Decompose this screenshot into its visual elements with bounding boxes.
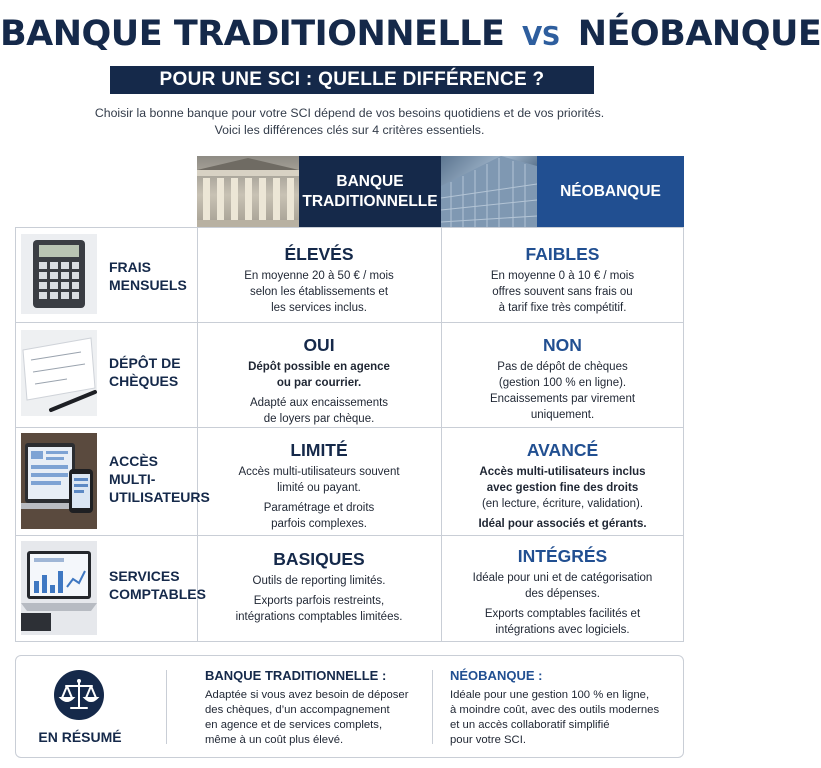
description-line: ou par courrier. — [276, 377, 362, 389]
table-row-depot-cheques — [15, 322, 684, 427]
row-label-line: DÉPÔT DE — [109, 355, 181, 371]
verdict: INTÉGRÉS — [517, 546, 608, 566]
cell-traditional — [197, 243, 441, 316]
description-line: les services inclus. — [271, 302, 367, 314]
page-title — [0, 14, 821, 54]
row-label-line: SERVICES — [109, 568, 180, 584]
intro-line: Voici les différences clés sur 4 critères essentiels. — [214, 123, 485, 137]
summary-text — [205, 688, 408, 748]
summary-line: Adaptée si vous avez besoin de déposer — [205, 689, 409, 701]
row-label — [109, 452, 210, 506]
description-line: uniquement. — [530, 409, 595, 421]
intro-line: Choisir la bonne banque pour votre SCI dépend de vos besoins quotidiens et de vos priorités. — [94, 106, 605, 120]
cell-traditional — [197, 548, 441, 625]
summary-line: Idéale pour une gestion 100 % en ligne, — [450, 689, 650, 701]
row-label-line: MULTI- — [109, 471, 156, 487]
table-row-acces-multi-utilisateurs — [15, 427, 684, 535]
bank-building-photo — [197, 156, 299, 227]
subtitle-banner: POUR UNE SCI : QUELLE DIFFÉRENCE ? — [110, 66, 594, 94]
summary-label: EN RÉSUMÉ — [38, 729, 122, 745]
summary-divider — [432, 670, 433, 744]
verdict: OUI — [303, 335, 335, 355]
row-label — [109, 567, 206, 603]
title-part-traditional: BANQUE TRADITIONNELLE — [0, 14, 505, 54]
cell-description — [197, 359, 441, 391]
summary-line: même à un coût plus élevé. — [205, 734, 344, 746]
description-line: offres souvent sans frais ou — [492, 286, 633, 298]
cell-description — [197, 573, 441, 589]
description-line: (en lecture, écriture, validation). — [481, 498, 644, 510]
description-line: Pas de dépôt de chèques — [497, 361, 628, 373]
verdict: ÉLEVÉS — [284, 244, 354, 264]
description-line: Adapté aux encaissements — [249, 397, 389, 409]
column-header-neobank: NÉOBANQUE — [537, 156, 684, 227]
row-label-line: UTILISATEURS — [109, 489, 210, 505]
cell-description — [441, 496, 684, 512]
summary-line: des chèques, d’un accompagnement — [205, 704, 390, 716]
summary-heading: BANQUE TRADITIONNELLE : — [205, 668, 387, 683]
summary-line: pour votre SCI. — [450, 734, 526, 746]
cell-neobank — [441, 545, 684, 638]
row-label-line: COMPTABLES — [109, 586, 206, 602]
summary-neobank — [450, 668, 659, 748]
verdict: LIMITÉ — [290, 440, 348, 460]
description-line: (gestion 100 % en ligne). — [498, 377, 627, 389]
verdict: FAIBLES — [525, 244, 600, 264]
row-label — [109, 354, 181, 390]
cell-neobank — [441, 439, 684, 532]
description-line: intégrations comptables limitées. — [235, 611, 403, 623]
table-row-frais-mensuels — [15, 227, 684, 322]
scales-icon — [54, 670, 104, 720]
row-label-line: MENSUELS — [109, 277, 187, 293]
summary-divider — [166, 670, 167, 744]
cell-description — [197, 268, 441, 316]
summary-heading: NÉOBANQUE : — [450, 668, 543, 683]
calculator-photo — [21, 234, 97, 314]
cell-neobank — [441, 334, 684, 423]
cell-description — [441, 606, 684, 638]
summary-box — [15, 655, 684, 758]
description-line: Exports comptables facilités et — [484, 608, 641, 620]
cell-description — [197, 464, 441, 496]
summary-line: en agence et de services complets, — [205, 719, 383, 731]
cell-description — [197, 593, 441, 625]
description-line: Exports parfois restreints, — [253, 595, 385, 607]
cell-description — [441, 570, 684, 602]
row-label-line: CHÈQUES — [109, 373, 179, 389]
description-line: selon les établissements et — [249, 286, 389, 298]
description-line: Outils de reporting limités. — [252, 575, 386, 587]
description-line: Dépôt possible en agence — [248, 361, 390, 373]
description-line: à tarif fixe très compétitif. — [498, 302, 627, 314]
description-line: Paramétrage et droits — [263, 502, 375, 514]
column-header-line: TRADITIONNELLE — [302, 192, 438, 210]
cell-traditional — [197, 334, 441, 427]
summary-text — [450, 688, 659, 748]
description-line: intégrations avec logiciels. — [495, 624, 630, 636]
cell-description — [441, 516, 684, 532]
verdict: NON — [543, 335, 582, 355]
laptop-dashboard-photo — [21, 541, 97, 635]
cell-traditional — [197, 439, 441, 532]
intro-text — [40, 105, 659, 139]
row-label-line: FRAIS — [109, 259, 151, 275]
description-line: avec gestion fine des droits — [486, 482, 639, 494]
description-line: de loyers par chèque. — [263, 413, 375, 425]
row-label-line: ACCÈS — [109, 453, 159, 469]
cell-description — [441, 464, 684, 496]
title-vs: VS — [522, 22, 561, 52]
devices-photo — [21, 433, 97, 529]
description-line: En moyenne 0 à 10 € / mois — [490, 270, 635, 282]
summary-line: et un accès collaboratif simplifié — [450, 719, 610, 731]
cell-description — [441, 359, 684, 423]
table-row-services-comptables — [15, 535, 684, 642]
cell-description — [197, 500, 441, 532]
cheque-pen-photo — [21, 330, 97, 416]
description-line: Accès multi-utilisateurs souvent — [238, 466, 400, 478]
description-line: En moyenne 20 à 50 € / mois — [244, 270, 394, 282]
cell-description — [197, 395, 441, 427]
description-line: des dépenses. — [525, 588, 600, 600]
description-line: Idéale pour uni et de catégorisation — [472, 572, 653, 584]
description-line: limité ou payant. — [277, 482, 361, 494]
description-line: parfois complexes. — [271, 518, 367, 530]
summary-line: à moindre coût, avec des outils modernes — [450, 704, 660, 716]
column-header-traditional — [299, 156, 441, 227]
verdict: BASIQUES — [273, 549, 365, 569]
title-part-neobank: NÉOBANQUE — [577, 14, 821, 54]
cell-description — [441, 268, 684, 316]
summary-traditional — [205, 668, 408, 748]
description-line: Encaissements par virement — [489, 393, 636, 405]
verdict: AVANCÉ — [526, 440, 599, 460]
cell-neobank — [441, 243, 684, 316]
column-header-line: BANQUE — [336, 172, 404, 190]
glass-tower-photo — [441, 156, 537, 227]
description-line: Accès multi-utilisateurs inclus — [479, 466, 646, 478]
row-label — [109, 258, 187, 294]
description-line: Idéal pour associés et gérants. — [478, 518, 647, 530]
